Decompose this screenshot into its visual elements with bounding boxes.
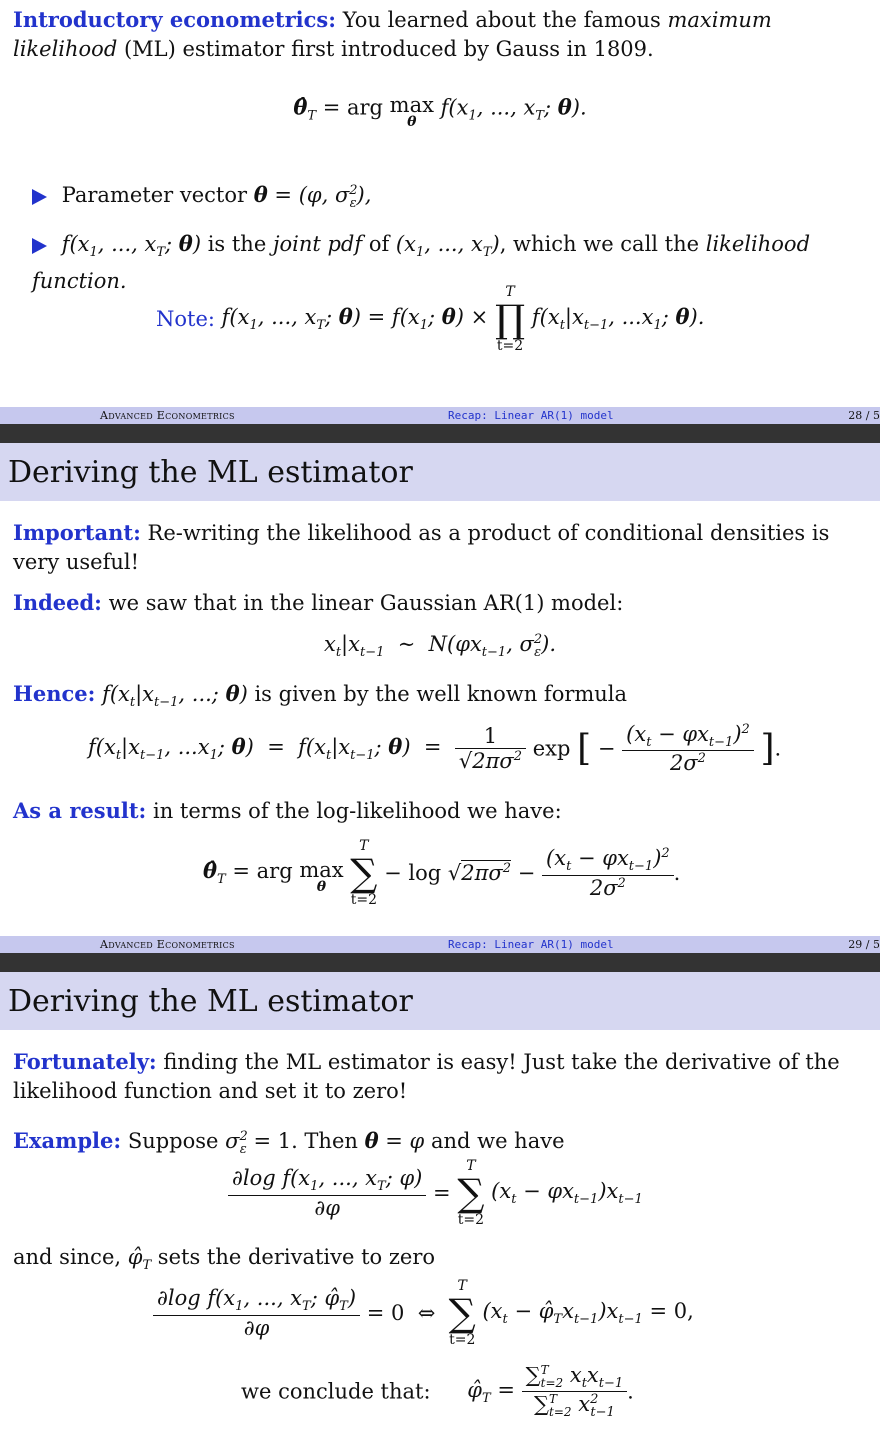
hence-label: Hence:: [13, 681, 96, 706]
conclude-text: we conclude that:: [241, 1379, 431, 1404]
eq-log-likelihood: $\thetâ_T$ = arg max θ T ∑ t=2 − $\log √2\pi\sigma^2$ − $\frac{(x_t - \varphi x_{t-1})^2}{2\sigma^2}$ .: [203, 838, 681, 908]
bullet-icon: [32, 189, 47, 205]
likelihood-function-text: likelihood function.: [32, 232, 811, 294]
important-text: Re-writing the likelihood as a product of conditional densities is very useful!: [13, 521, 830, 574]
note-equation: Note: $f(x_1$, ..., $x_T$; $\theta) = f(x_1$; θ) × T ∏ t=2 $f(x_t|x_{t-1}$, $...x_1$; θ).: [156, 284, 705, 354]
eq-ar1-model: $x_t|x_{t-1}$ ∼ $N(\varphi x_{t-1}$, $\sigma^2_\varepsilon$).: [323, 632, 557, 661]
intro-text-2: (ML) estimator first introduced by Gauss in 1809.: [123, 37, 654, 61]
indeed-text: we saw that in the linear Gaussian AR(1) model:: [108, 591, 624, 615]
indeed-label: Indeed:: [13, 590, 102, 615]
result-label: As a result:: [13, 798, 147, 823]
note-label: Note:: [156, 307, 215, 331]
important-label: Important:: [13, 520, 141, 545]
footer-course: Advanced Econometrics: [100, 409, 235, 422]
intro-italic: maximum likelihood: [13, 8, 772, 61]
result-text: in terms of the log-likelihood we have:: [152, 799, 562, 823]
joint-pdf-text: joint pdf: [272, 232, 363, 256]
example-paragraph: Example: Suppose $\sigma^2_\varepsilon = 1$. Then θ = φ and we have: [13, 1128, 565, 1158]
slide-separator: [0, 953, 880, 972]
hence-text: is given by the well known formula: [254, 682, 628, 706]
fortunately-label: Fortunately:: [13, 1049, 157, 1074]
intro-label: Introductory econometrics:: [13, 7, 336, 32]
bullet-icon: [32, 238, 47, 254]
footer-section[interactable]: Recap: Linear AR(1) model: [448, 409, 614, 422]
eq-score: $\frac{\partial\log f(x_1, ..., x_T; \varphi)}{\partial\varphi}$ = T ∑ t=2 $(x_t - \varphi x_{t-1})x_{t-1}$: [228, 1158, 868, 1228]
hence-paragraph: Hence: $f(x_t|x_{t-1}$, ...; θ) is given by the well known formula: [13, 681, 628, 711]
footer-page: 29 / 5: [848, 938, 880, 951]
slide2-titlebar: [0, 443, 880, 501]
fortunately-text: finding the ML estimator is easy! Just take the derivative of the likelihood function and set it to zero!: [13, 1050, 840, 1103]
footer-page: 28 / 5: [848, 409, 880, 422]
example-label: Example:: [13, 1128, 122, 1153]
eq-first-order-condition: $\frac{\partial\log f(x_1, ..., x_T; \varphî_T)}{\partial\varphi}$ = 0 ⇔ T ∑ t=2 ($x_t$ − $\varphî_Tx_{t-1})x_{t-1} = 0$,: [153, 1278, 873, 1348]
slide1-intro: [13, 5, 873, 64]
fortunately-paragraph: [13, 1047, 873, 1106]
slide-separator: [0, 424, 880, 443]
footer-slide-29: [0, 936, 880, 953]
footer-slide-28: [0, 407, 880, 424]
slide3-title: Deriving the ML estimator: [8, 984, 413, 1019]
bullet-parameter-vector: Parameter vector θ = (φ, $\sigma^2_\varepsilon$),: [32, 176, 872, 218]
footer-section[interactable]: Recap: Linear AR(1) model: [448, 938, 614, 951]
since-paragraph: and since, $\varphî_T$ sets the derivative to zero: [13, 1245, 436, 1274]
footer-course: Advanced Econometrics: [100, 938, 235, 951]
bullet-joint-pdf: $f(x_1$, ..., $x_T$; θ) is the joint pdf of ($x_1$, ..., $x_T$), which we call the likelihood function.: [32, 231, 811, 294]
result-paragraph: [13, 796, 873, 826]
eq-ml-estimator-result: we conclude that: $\varphî_T$ = $\frac{\sum^T_{t=2} x_tx_{t-1}}{\sum^T_{t=2} x^2_{t-1}}$ .: [241, 1363, 634, 1421]
eq-ml-argmax: $\thetâ_T$ = arg max θ $f(x_1$, ..., $x_T$; θ).: [293, 93, 587, 130]
important-paragraph: [13, 518, 873, 577]
slide3-titlebar: [0, 972, 880, 1030]
slide2-title: Deriving the ML estimator: [8, 455, 413, 490]
intro-text-1: You learned about the famous: [342, 8, 661, 32]
eq-conditional-density: $f(x_t|x_{t-1}$, $...x_1$; $\theta) = f(x_t|x_{t-1}$; θ) = $\frac{1}{√2\pi\sigma^2}$ exp [ − $\frac{(x_t - \varphi x_{t-1})^2}{2\sigma^2}$ ].: [88, 722, 782, 776]
indeed-paragraph: [13, 588, 873, 618]
